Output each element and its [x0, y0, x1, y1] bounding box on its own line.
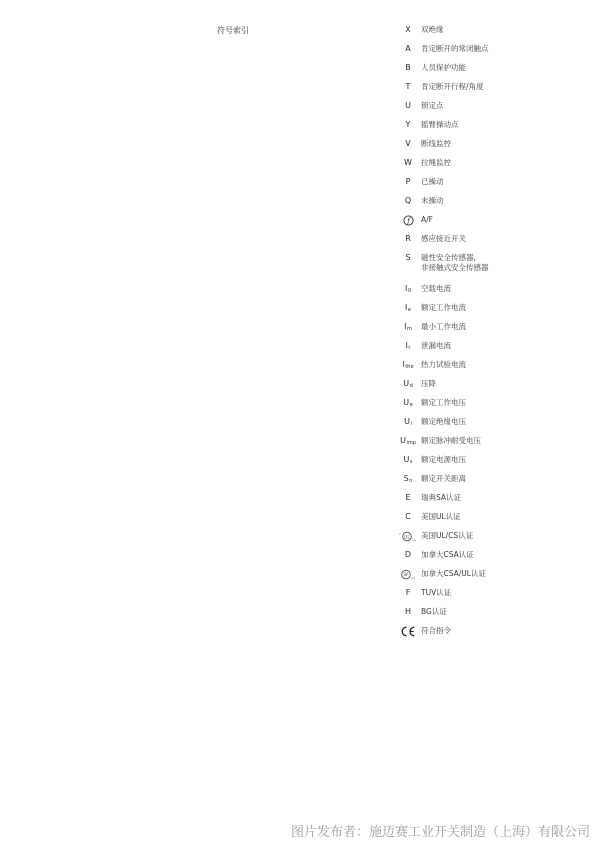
- symbol-row: [396, 493, 596, 512]
- symbol-row: [396, 303, 596, 322]
- symbol-row: [396, 253, 596, 284]
- symbol-letter: [396, 63, 420, 73]
- symbol-description: 肯定断开行程/角度: [421, 82, 484, 91]
- symbol-row: [396, 436, 596, 455]
- symbol-key: I: [404, 284, 408, 293]
- symbol-letter: [396, 398, 420, 410]
- symbol-description: 已操动: [421, 177, 444, 186]
- svg-text:UL: UL: [404, 535, 410, 541]
- symbol-key: C: [405, 512, 411, 521]
- symbol-letter: [396, 436, 420, 448]
- symbol-description: 未操动: [421, 196, 444, 205]
- symbol-key: U: [403, 398, 410, 407]
- csa-us-mark-icon: [396, 569, 420, 580]
- symbol-key: X: [405, 25, 411, 34]
- symbol-row: [396, 379, 596, 398]
- symbol-row: [396, 626, 596, 645]
- symbol-key: P: [405, 177, 411, 186]
- symbol-key: I: [402, 360, 405, 369]
- symbol-key: H: [404, 607, 411, 616]
- symbol-row: [396, 607, 596, 626]
- symbol-subscript: m: [406, 326, 412, 332]
- svg-text:c: c: [399, 532, 401, 536]
- symbol-letter: [396, 322, 420, 334]
- symbol-description: 泄漏电流: [421, 341, 451, 350]
- publisher-footer: 图片发布者：施迈赛工业开关制造（上海）有限公司: [290, 825, 590, 840]
- symbol-row: [396, 341, 596, 360]
- symbol-letter: [396, 253, 420, 263]
- symbol-row: [396, 512, 596, 531]
- symbol-row: [396, 215, 596, 234]
- symbol-letter: [396, 158, 420, 168]
- symbol-subscript: e: [407, 307, 411, 313]
- symbol-row: [396, 588, 596, 607]
- symbol-row: [396, 398, 596, 417]
- symbol-key: F: [405, 588, 411, 597]
- symbol-row: [396, 284, 596, 303]
- symbol-letter: [396, 474, 420, 486]
- symbol-letter: [396, 303, 420, 315]
- symbol-row: [396, 550, 596, 569]
- symbol-key: W: [404, 158, 412, 167]
- symbol-letter: [396, 284, 420, 296]
- symbol-description: 美国UL/CS认证: [421, 531, 474, 540]
- symbol-key: U: [405, 101, 411, 110]
- symbol-row: [396, 25, 596, 44]
- symbol-key: B: [405, 63, 411, 72]
- symbol-letter: [396, 588, 420, 598]
- symbol-subscript: the: [405, 364, 414, 370]
- symbol-subscript: imp: [406, 440, 416, 446]
- symbol-key: A: [405, 44, 411, 53]
- symbol-description: 瑞典SA认证: [421, 493, 462, 502]
- symbol-description: 额定电源电压: [421, 455, 466, 464]
- symbol-key: I: [405, 341, 408, 350]
- symbol-subscript: s: [409, 459, 413, 465]
- symbol-description: 符合指令: [421, 626, 451, 635]
- symbol-row: [396, 322, 596, 341]
- symbol-key: S: [405, 253, 411, 262]
- symbol-row: [396, 139, 596, 158]
- symbol-letter: [396, 234, 420, 244]
- symbol-description: 断线监控: [421, 139, 451, 148]
- symbol-letter: [396, 417, 420, 429]
- cul-us-mark-icon: [396, 531, 420, 542]
- symbol-subscript: d: [409, 383, 413, 389]
- symbol-description: 额定脉冲耐受电压: [421, 436, 481, 445]
- symbol-description: 磁性安全传感器, 非接触式安全传感器: [421, 253, 489, 272]
- symbol-description: BG认证: [421, 607, 447, 616]
- symbol-key: I: [405, 303, 408, 312]
- symbol-key: Q: [404, 196, 412, 205]
- symbol-key: U: [403, 379, 410, 388]
- symbol-key: U: [400, 436, 406, 445]
- symbol-key: D: [404, 550, 412, 559]
- symbol-description: 额定开关距离: [421, 474, 466, 483]
- symbol-description: 加拿大CSA认证: [421, 550, 474, 559]
- symbol-letter: [396, 120, 420, 130]
- symbol-description: 摇臂操动点: [421, 120, 459, 129]
- symbol-description: 额定工作电压: [421, 398, 466, 407]
- symbol-row: [396, 360, 596, 379]
- symbol-row: [396, 120, 596, 139]
- symbol-description: 压降: [421, 379, 436, 388]
- symbol-row: [396, 474, 596, 493]
- symbol-key: I: [404, 322, 407, 331]
- symbol-row: [396, 569, 596, 588]
- symbol-letter: [396, 550, 420, 560]
- symbol-description: A/F: [421, 215, 433, 224]
- symbol-row: [396, 196, 596, 215]
- symbol-letter: [396, 177, 420, 187]
- circled-f-icon: [396, 215, 420, 226]
- symbol-description: TUV认证: [421, 588, 452, 597]
- symbol-subscript: 0: [407, 288, 412, 294]
- symbol-letter: [396, 82, 420, 92]
- symbol-row: [396, 82, 596, 101]
- symbol-description: 人员保护功能: [421, 63, 466, 72]
- symbol-letter: [396, 101, 420, 111]
- symbol-row: [396, 158, 596, 177]
- symbol-letter: [396, 196, 420, 206]
- svg-text:SP: SP: [403, 572, 409, 578]
- symbol-description: 拉绳监控: [421, 158, 451, 167]
- symbol-description: 额定工作电流: [421, 303, 466, 312]
- symbol-key: Y: [405, 120, 411, 129]
- symbol-letter: [396, 139, 420, 149]
- symbol-row: [396, 44, 596, 63]
- symbol-row: [396, 63, 596, 82]
- symbol-letter: [396, 44, 420, 54]
- symbol-letter: [396, 607, 420, 617]
- symbol-letter: [396, 360, 420, 372]
- symbol-index-list: [396, 25, 596, 645]
- symbol-description: 额定绝缘电压: [421, 417, 466, 426]
- symbol-key: T: [405, 82, 411, 91]
- symbol-key: S: [403, 474, 409, 483]
- symbol-description: 感应接近开关: [421, 234, 466, 243]
- symbol-subscript: i: [410, 421, 412, 427]
- symbol-description: 双绝缘: [421, 25, 444, 34]
- symbol-row: [396, 177, 596, 196]
- symbol-row: [396, 101, 596, 120]
- symbol-key: E: [405, 493, 411, 502]
- symbol-letter: [396, 455, 420, 467]
- symbol-description: 空载电流: [421, 284, 451, 293]
- ce-mark-icon: [396, 626, 420, 637]
- symbol-key: V: [405, 139, 411, 148]
- symbol-row: [396, 531, 596, 550]
- symbol-description: 最小工作电流: [421, 322, 466, 331]
- svg-text:us: us: [412, 538, 416, 542]
- symbol-letter: [396, 379, 420, 391]
- symbol-description: 肯定断开的常闭触点: [421, 44, 489, 53]
- symbol-subscript: e: [409, 402, 413, 408]
- symbol-key: U: [404, 417, 410, 426]
- page-title: 符号索引: [217, 26, 249, 35]
- symbol-letter: [396, 512, 420, 522]
- svg-text:us: us: [411, 576, 415, 580]
- symbol-row: [396, 417, 596, 436]
- svg-text:f: f: [406, 217, 410, 226]
- symbol-subscript: n: [409, 478, 413, 484]
- symbol-letter: [396, 25, 420, 35]
- symbol-row: [396, 455, 596, 474]
- symbol-description: 美国UL认证: [421, 512, 461, 521]
- symbol-subscript: r: [408, 345, 411, 351]
- symbol-letter: [396, 493, 420, 503]
- symbol-letter: [396, 341, 420, 353]
- symbol-description: 加拿大CSA/UL认证: [421, 569, 486, 578]
- symbol-description: 锁定点: [421, 101, 444, 110]
- symbol-key: R: [405, 234, 411, 243]
- symbol-row: [396, 234, 596, 253]
- symbol-key: U: [403, 455, 410, 464]
- symbol-description: 热力试验电流: [421, 360, 466, 369]
